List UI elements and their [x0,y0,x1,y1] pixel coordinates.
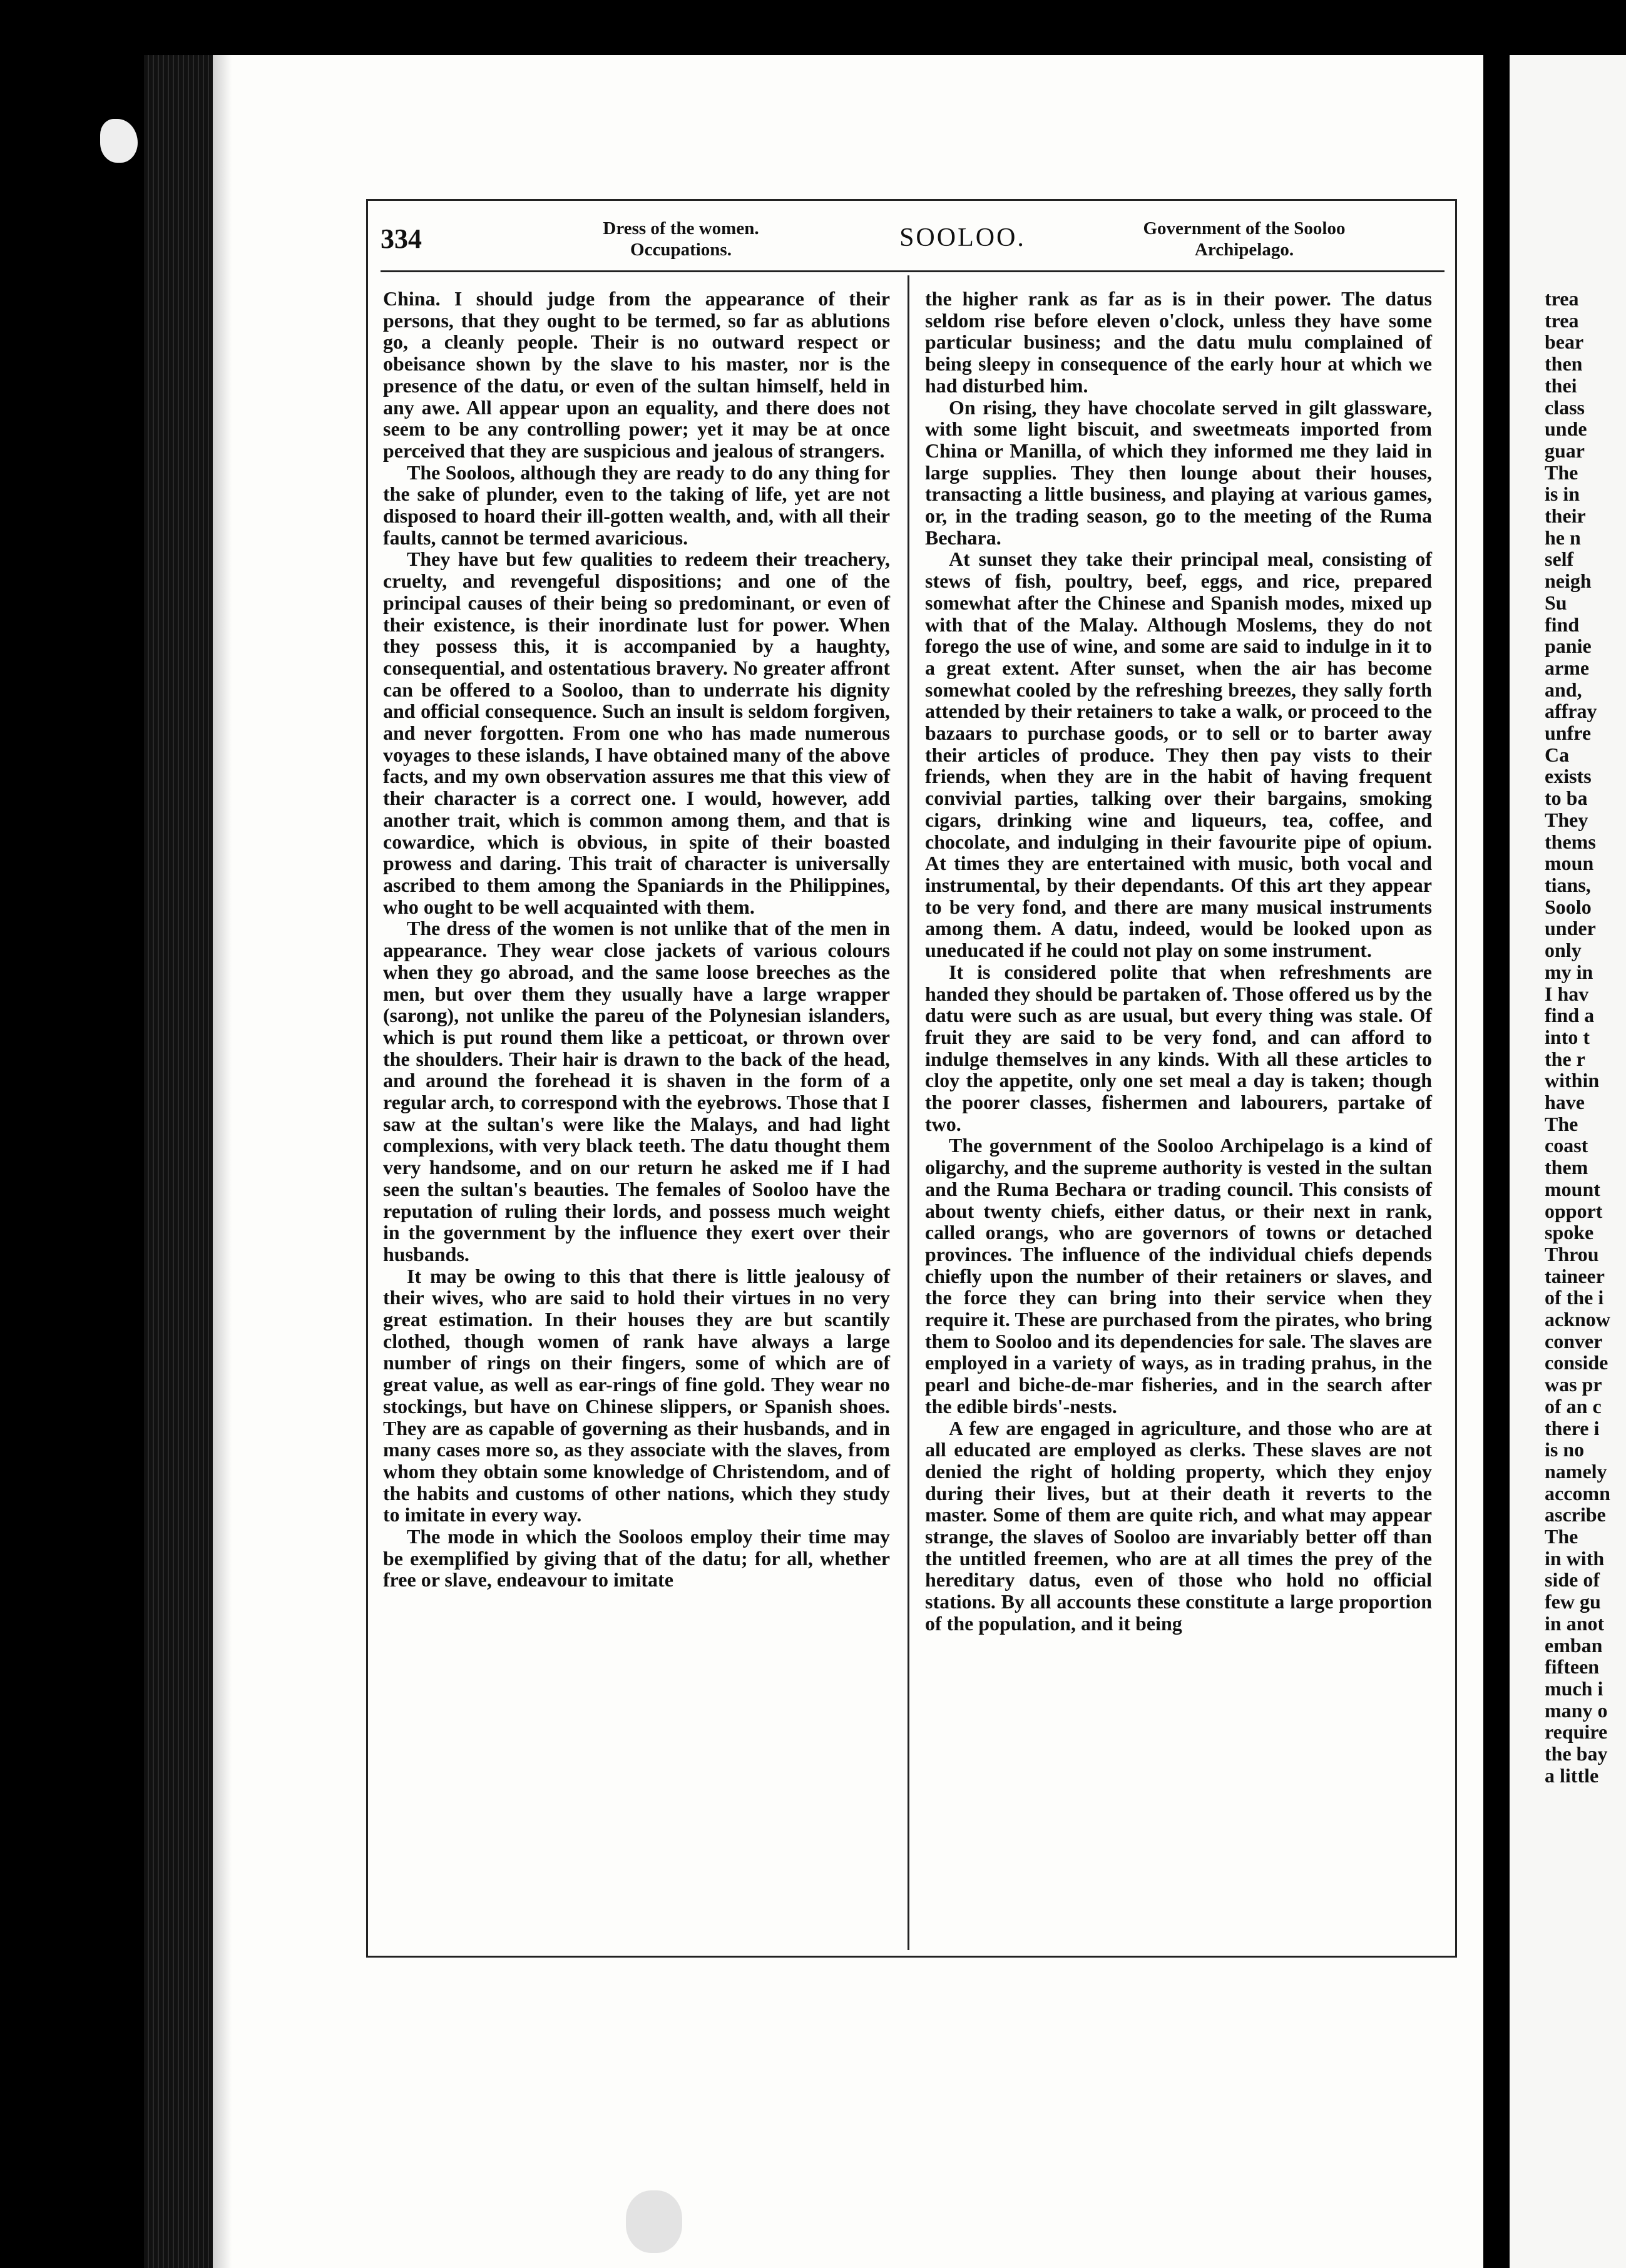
cut-line: acknow [1545,1308,1610,1331]
cut-line: then [1545,352,1583,375]
cut-line: there i [1545,1416,1600,1439]
paragraph: The mode in which the Sooloos employ their time may be exemplified by giving that of the datu; for all, whether free or slave, endeavour to imitate [383,1525,890,1591]
cut-line: They [1545,808,1588,831]
cut-line: was pr [1545,1373,1602,1396]
cut-line: them [1545,1156,1588,1179]
cut-line: in with [1545,1546,1605,1570]
cut-line: I hav [1545,982,1589,1005]
paragraph: The Sooloos, although they are ready to do any thing for the sake of plunder, even to the taking of life, yet are not disposed to hoard their ill-gotten wealth, and, with all their faults, cannot be termed avaricious. [383,461,890,549]
cut-line: is in [1545,483,1580,506]
cut-line: coast [1545,1134,1588,1157]
cut-line: The [1545,1112,1578,1135]
cut-line: thei [1545,374,1577,397]
column-divider [908,275,909,1950]
right-heading-line-2: Archipelago. [1194,240,1294,260]
cut-line: and, [1545,678,1582,701]
cut-line: guar [1545,439,1585,462]
cut-line: unfre [1545,722,1592,745]
cut-line: The [1545,461,1578,484]
paper-blot [100,119,138,163]
text-column-right [925,288,1432,1635]
cut-line: exists [1545,765,1592,788]
library-stamp [626,2190,682,2253]
cut-line: mount [1545,1177,1600,1200]
paragraph: The government of the Sooloo Archipelago is a kind of oligarchy, and the supreme authority is vested in the sultan and the Ruma Bechara or trading council. This consists of about twenty chiefs, either datus, or their next in rank, called orangs, who are governors of towns or detached provinces. The influence of the individual chiefs depends chiefly upon the number of their retainers or slaves, and the force they can bring into their service when they require it. These are purchased from the pirates, who bring them to Sooloo and its dependencies for sale. The slaves are employed in a variety of ways, as in trading prahus, in the pearl and biche-de-mar fisheries, and in the search after the edible birds'-nests. [925,1134,1432,1418]
cut-line: moun [1545,852,1594,875]
cut-line: of an c [1545,1394,1602,1418]
right-heading-line-1: Government of the Sooloo [1143,218,1346,238]
cut-line: panie [1545,635,1592,658]
cut-line: have [1545,1091,1585,1114]
cut-line: require [1545,1720,1608,1744]
cut-line: is no [1545,1438,1585,1461]
cut-line: of the i [1545,1286,1604,1309]
running-header [381,212,1444,268]
cut-line: bear [1545,330,1584,354]
cut-line: affray [1545,700,1597,723]
cut-line: emban [1545,1633,1603,1657]
cut-line: side of [1545,1568,1600,1591]
left-marginal-heading [506,218,856,260]
cut-line: find [1545,613,1580,636]
page-number: 334 [381,223,422,254]
cut-line: a little [1545,1764,1599,1787]
cut-line: fifteen [1545,1655,1600,1678]
page-title: SOOLOO. [899,223,1026,252]
cut-line: he n [1545,526,1581,549]
cut-line: opport [1545,1199,1603,1222]
book-spine-edge [144,55,213,2268]
cut-line: self [1545,548,1574,571]
paragraph: The dress of the women is not unlike that of the men in appearance. They wear close jackets of various colours when they go abroad, and the same loose breeches as the men, but over them they usually have a large wrapper (sarong), not unlike the pareu of the Polynesian islanders, which is put round them like a petticoat, or thrown over the shoulders. Their hair is drawn to the back of the head, and around the forehead it is shaven in the form of a regular arch, to correspond with the eyebrows. Those that I saw at the sultan's were like the Malays, and had light complexions, with very black teeth. The datu thought them very handsome, and on our return he asked me if I had seen the sultan's beauties. The females of Sooloo have the reputation of ruling their lords, and possess much weight in the government by the influence they exert over their husbands. [383,917,890,1265]
cut-line: Throu [1545,1242,1599,1265]
cut-line: many o [1545,1698,1608,1722]
cut-line: into t [1545,1025,1590,1048]
right-marginal-heading [1069,218,1419,260]
paragraph: It is considered polite that when refreshments are handed they should be partaken of. Those offered us by the datu were such as are usual, but every thing was stale. Of fruit they are said to be very fond, and can afford to indulge themselves in any kinds. With all these articles to cloy the appetite, only one set meal a day is taken; though the poorer classes, fishermen and labourers, partake of two. [925,960,1432,1135]
cut-line: in anot [1545,1612,1605,1635]
cut-line: ascribe [1545,1503,1606,1526]
cut-line: unde [1545,417,1587,441]
cut-line: few gu [1545,1590,1601,1613]
left-heading-line-1: Dress of the women. [603,218,759,238]
text-column-left [383,288,890,1591]
cut-line: only [1545,939,1582,962]
cut-line: their [1545,504,1586,528]
cut-line: The [1545,1525,1578,1548]
paragraph: It may be owing to this that there is little jealousy of their wives, who are said to hold their virtues in no very great estimation. In their houses they are but scantily clothed, though women of rank have always a large number of rings on their fingers, some of which are of great value, as well as ear-rings of fine gold. They wear no stockings, but have on Chinese slippers, or Spanish shoes. They are as capable of governing as their husbands, and in many cases more so, as they associate with the slaves, from whom they obtain some knowledge of Christendom, and of the habits and customs of other nations, which they study to imitate in every way. [383,1264,890,1526]
paragraph: They have but few qualities to redeem their treachery, cruelty, and revengeful dispositions; and one of the principal causes of their being so predominant, or even of their existence, is their inordinate lust for power. When they possess this, it is accompanied by a haughty, consequential, and ostentatious bravery. No greater affront can be offered to a Sooloo, than to underrate his dignity and official consequence. Such an insult is seldom forgiven, and never forgotten. From one who has made numerous voyages to these islands, I have obtained many of the above facts, and my own observation assures me that this view of their character is a correct one. I would, however, add another trait, which is common among them, and that is cowardice, which is obvious, in spite of their boasted prowess and daring. This trait of character is universally ascribed to them among the Spaniards in the Philippines, who ought to be well acquainted with them. [383,548,890,918]
paragraph: On rising, they have chocolate served in gilt glassware, with some light biscuit, and sweetmeats imported from China or Manilla, of which they informed me they laid in large supplies. They then lounge about their houses, transacting a little business, and playing at various games, or, in the trading season, go to the meeting of the Ruma Bechara. [925,396,1432,549]
cut-line: arme [1545,656,1590,679]
next-page-cut-text [1510,288,1626,1787]
paragraph: the higher rank as far as is in their power. The datus seldom rise before eleven o'clock, unless they have some particular business; and the datu mulu complained of being sleepy in consequence of the early hour at which we had disturbed him. [925,287,1432,397]
page-fold-shadow [213,55,232,2268]
cut-line: trea [1545,288,1579,310]
paragraph: At sunset they take their principal meal, consisting of stews of fish, poultry, beef, eggs, and rice, prepared somewhat after the Chinese and Spanish modes, mixed up with that of the Malay. Although Moslems, they do not forego the use of wine, and some are said to indulge in it to a great extent. After sunset, when the air has become somewhat cooled by the refreshing breezes, they sally forth attended by their retainers to take a walk, or proceed to the bazaars to purchase goods, or to sell or to barter away their articles of produce. They then pay vists to their friends, when they are in the habit of having frequent convivial parties, talking over their bargains, smoking cigars, drinking wine and liqueurs, tea, coffee, and chocolate, and indulging in their favourite pipe of opium. At times they are entertained with music, both vocal and instrumental, by their dependants. Of this art they appear to be very fond, and there are many musical instruments among them. A datu, indeed, would be looked upon as uneducated if he could not play on some instrument. [925,548,1432,962]
left-heading-line-2: Occupations. [630,240,732,260]
cut-line: trea [1545,309,1579,332]
cut-line: under [1545,917,1596,940]
cut-line: neigh [1545,570,1592,593]
cut-line: conver [1545,1329,1603,1352]
paragraph: China. I should judge from the appearance of their persons, that they ought to be termed, so far as ablutions go, a cleanly people. Their is no outward respect or obeisance shown by the slave to his master, nor is the presence of the datu, or even of the sultan himself, held in any awe. All appear upon an equality, and there does not seem to be any controlling power; yet it may be at once perceived that they are suspicious and jealous of strangers. [383,287,890,462]
cut-line: Ca [1545,743,1570,766]
cut-line: Soolo [1545,895,1592,918]
cut-line: much i [1545,1677,1603,1700]
cut-line: spoke [1545,1221,1594,1244]
cut-line: class [1545,396,1585,419]
cut-line: find a [1545,1004,1595,1027]
cut-line: conside [1545,1351,1608,1374]
cut-line: my in [1545,960,1593,983]
cut-line: to ba [1545,787,1588,810]
cut-line: the r [1545,1047,1585,1070]
cut-line: tians, [1545,873,1591,896]
header-rule [381,270,1444,272]
cut-line: accomn [1545,1481,1610,1504]
paragraph: A few are engaged in agriculture, and those who are at all educated are employed as clerks. These slaves are not denied the right of holding property, which they enjoy during their lives, but at their death it reverts to the master. Some of them are quite rich, and what may appear strange, the slaves of Sooloo are invariably better off than the untitled freemen, who are at all times the prey of the hereditary datus, even of those who hold no official stations. By all accounts these constitute a large proportion of the population, and it being [925,1416,1432,1635]
cut-line: taineer [1545,1264,1605,1287]
cut-line: within [1545,1069,1600,1092]
cut-line: Su [1545,591,1567,614]
cut-line: the bay [1545,1742,1608,1765]
cut-line: namely [1545,1459,1607,1483]
cut-line: thems [1545,830,1596,853]
